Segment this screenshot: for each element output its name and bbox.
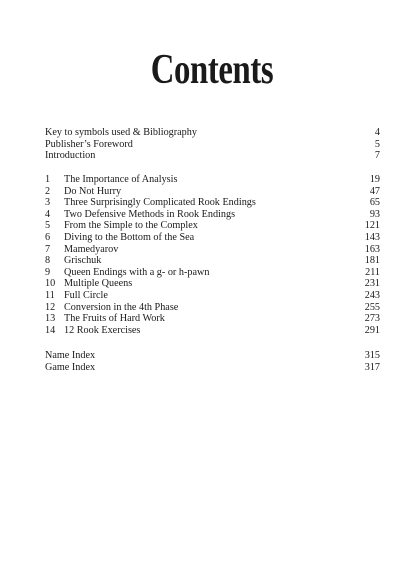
toc-entry-label: Key to symbols used & Bibliography	[45, 127, 197, 138]
toc-entry[interactable]	[45, 150, 380, 162]
toc-entry-page: 315	[364, 350, 380, 361]
chapter-title: Conversion in the 4th Phase	[64, 301, 179, 313]
chapter-page: 211	[365, 266, 380, 278]
chapter-number: 6	[45, 231, 51, 243]
toc-entry[interactable]	[45, 127, 380, 139]
chapter-number: 14	[45, 324, 56, 336]
chapter-entry[interactable]	[45, 278, 380, 290]
chapter-page: 93	[369, 208, 380, 220]
chapter-entry[interactable]	[45, 209, 380, 221]
chapter-number: 11	[45, 289, 55, 301]
chapter-number: 8	[45, 255, 51, 267]
chapter-entry[interactable]	[45, 290, 380, 302]
chapter-entry[interactable]	[45, 232, 380, 244]
chapter-entry[interactable]	[45, 255, 380, 267]
chapter-number: 1	[45, 174, 51, 185]
chapter-title: Queen Endings with a g- or h-pawn	[64, 266, 210, 278]
chapter-page: 121	[364, 220, 380, 232]
chapter-page: 243	[364, 289, 380, 301]
chapter-entry[interactable]	[45, 186, 380, 198]
toc-entry-page: 7	[374, 150, 380, 162]
chapter-title: From the Simple to the Complex	[64, 220, 198, 232]
chapter-entry[interactable]	[45, 197, 380, 209]
chapter-page: 231	[364, 278, 380, 290]
chapter-entry[interactable]	[45, 174, 380, 186]
chapter-title: Do Not Hurry	[64, 185, 122, 197]
toc-entry-page: 317	[364, 361, 380, 373]
front-matter-list	[45, 127, 380, 162]
toc-entry-label: Publisher’s Foreword	[45, 138, 133, 150]
chapter-page: 273	[364, 313, 380, 325]
chapter-number: 10	[45, 278, 56, 290]
chapter-title: Diving to the Bottom of the Sea	[64, 231, 195, 243]
chapter-number: 12	[45, 301, 56, 313]
chapter-list	[45, 174, 380, 336]
chapter-entry[interactable]	[45, 267, 380, 279]
toc-entry[interactable]	[45, 139, 380, 151]
chapter-title: Two Defensive Methods in Rook Endings	[64, 208, 236, 220]
chapter-title: Full Circle	[64, 289, 108, 301]
chapter-title: The Importance of Analysis	[64, 174, 178, 185]
chapter-title: Grischuk	[64, 255, 102, 267]
chapter-title: Multiple Queens	[64, 278, 133, 290]
toc-entry[interactable]	[45, 350, 380, 362]
chapter-entry[interactable]	[45, 244, 380, 256]
chapter-title: The Fruits of Hard Work	[64, 313, 165, 325]
chapter-title: 12 Rook Exercises	[64, 324, 141, 336]
chapter-page: 65	[369, 197, 380, 209]
chapter-number: 3	[45, 197, 51, 209]
toc-entry[interactable]	[45, 362, 380, 374]
toc-entry-label: Game Index	[45, 361, 96, 373]
chapter-page: 143	[364, 231, 380, 243]
chapter-page: 291	[364, 324, 380, 336]
chapter-page: 19	[369, 174, 380, 185]
chapter-entry[interactable]	[45, 325, 380, 337]
chapter-page: 255	[364, 301, 380, 313]
chapter-entry[interactable]	[45, 302, 380, 314]
chapter-title: Mamedyarov	[64, 243, 119, 255]
toc-entry-label: Name Index	[45, 350, 96, 361]
chapter-number: 13	[45, 313, 56, 325]
chapter-page: 181	[364, 255, 380, 267]
toc-entry-page: 5	[374, 138, 380, 150]
chapter-page: 163	[364, 243, 380, 255]
chapter-number: 5	[45, 220, 51, 232]
chapter-number: 2	[45, 185, 51, 197]
chapter-number: 9	[45, 266, 51, 278]
chapter-entry[interactable]	[45, 313, 380, 325]
page-title: Contents	[150, 47, 274, 93]
chapter-entry[interactable]	[45, 220, 380, 232]
chapter-title: Three Surprisingly Complicated Rook Endings	[64, 197, 256, 209]
chapter-number: 7	[45, 243, 51, 255]
chapter-page: 47	[369, 185, 380, 197]
toc-entry-label: Introduction	[45, 150, 96, 162]
index-list	[45, 350, 380, 373]
chapter-number: 4	[45, 208, 51, 220]
toc-entry-page: 4	[374, 127, 380, 138]
